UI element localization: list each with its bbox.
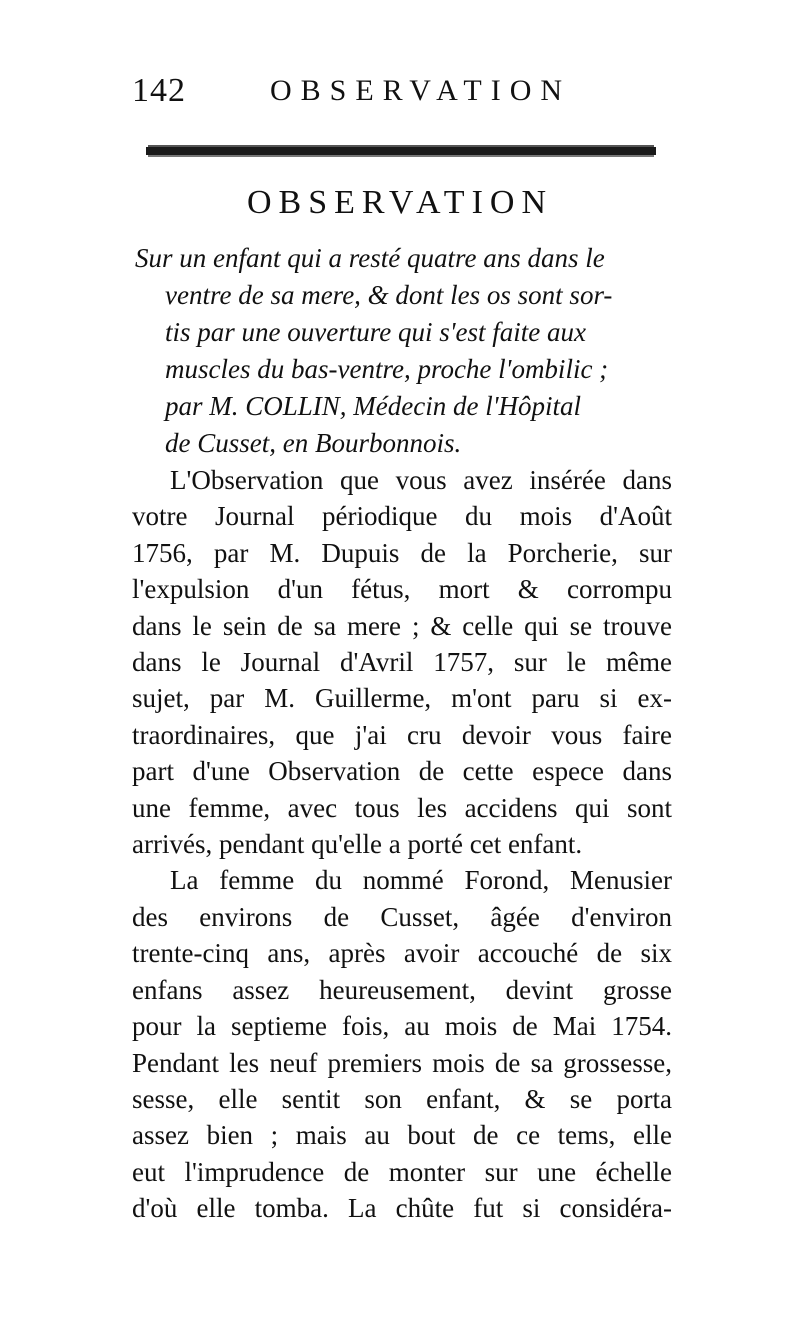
article-subtitle	[135, 240, 675, 462]
body-line: enfans assez heureusement, devint grosse	[132, 974, 672, 1005]
body-line: eut l'imprudence de monter sur une échelle	[132, 1156, 672, 1187]
ornamental-rule	[146, 147, 656, 155]
body-line: votre Journal périodique du mois d'Août	[132, 501, 672, 532]
subtitle-line: ventre de sa mere, & dont les os sont sor-	[165, 280, 613, 310]
body-line: part d'une Observation de cette espece dans	[132, 756, 672, 787]
subtitle-line: Sur un enfant qui a resté quatre ans dans le	[135, 243, 605, 273]
body-line: traordinaires, que j'ai cru devoir vous faire	[132, 719, 672, 750]
body-text	[132, 462, 672, 1227]
subtitle-line: muscles du bas-ventre, proche l'ombilic ;	[165, 354, 609, 384]
article-heading: OBSERVATION	[246, 184, 554, 221]
running-head-title: OBSERVATION	[270, 74, 572, 107]
body-line: arrivés, pendant qu'elle a porté cet enfant.	[132, 829, 583, 860]
body-line: une femme, avec tous les accidens qui sont	[132, 792, 672, 823]
body-line: d'où elle tomba. La chûte fut si considéra-	[132, 1193, 672, 1224]
body-line: Pendant les neuf premiers mois de sa grossesse,	[132, 1047, 672, 1078]
body-line: L'Observation que vous avez insérée dans	[170, 465, 672, 495]
subtitle-line: tis par une ouverture qui s'est faite aux	[165, 317, 586, 347]
subtitle-line: par M. COLLIN, Médecin de l'Hôpital	[165, 391, 581, 421]
body-line: pour la septieme fois, au mois de Mai 1754.	[132, 1011, 672, 1042]
running-head	[132, 72, 652, 122]
body-line: des environs de Cusset, âgée d'environ	[132, 901, 672, 932]
body-line: l'expulsion d'un fétus, mort & corrompu	[132, 574, 672, 605]
body-line: sesse, elle sentit son enfant, & se porta	[132, 1083, 672, 1114]
body-line: assez bien ; mais au bout de ce tems, elle	[132, 1120, 672, 1151]
body-line: 1756, par M. Dupuis de la Porcherie, sur	[132, 537, 672, 568]
subtitle-line: de Cusset, en Bourbonnois.	[165, 428, 462, 458]
body-line: dans le sein de sa mere ; & celle qui se trouve	[132, 610, 672, 641]
body-line: trente-cinq ans, après avoir accouché de six	[132, 938, 672, 969]
page-number: 142	[132, 72, 186, 109]
body-line: dans le Journal d'Avril 1757, sur le même	[132, 647, 672, 678]
body-line: sujet, par M. Guillerme, m'ont paru si ex-	[132, 683, 672, 714]
body-line: La femme du nommé Forond, Menusier	[170, 865, 672, 896]
